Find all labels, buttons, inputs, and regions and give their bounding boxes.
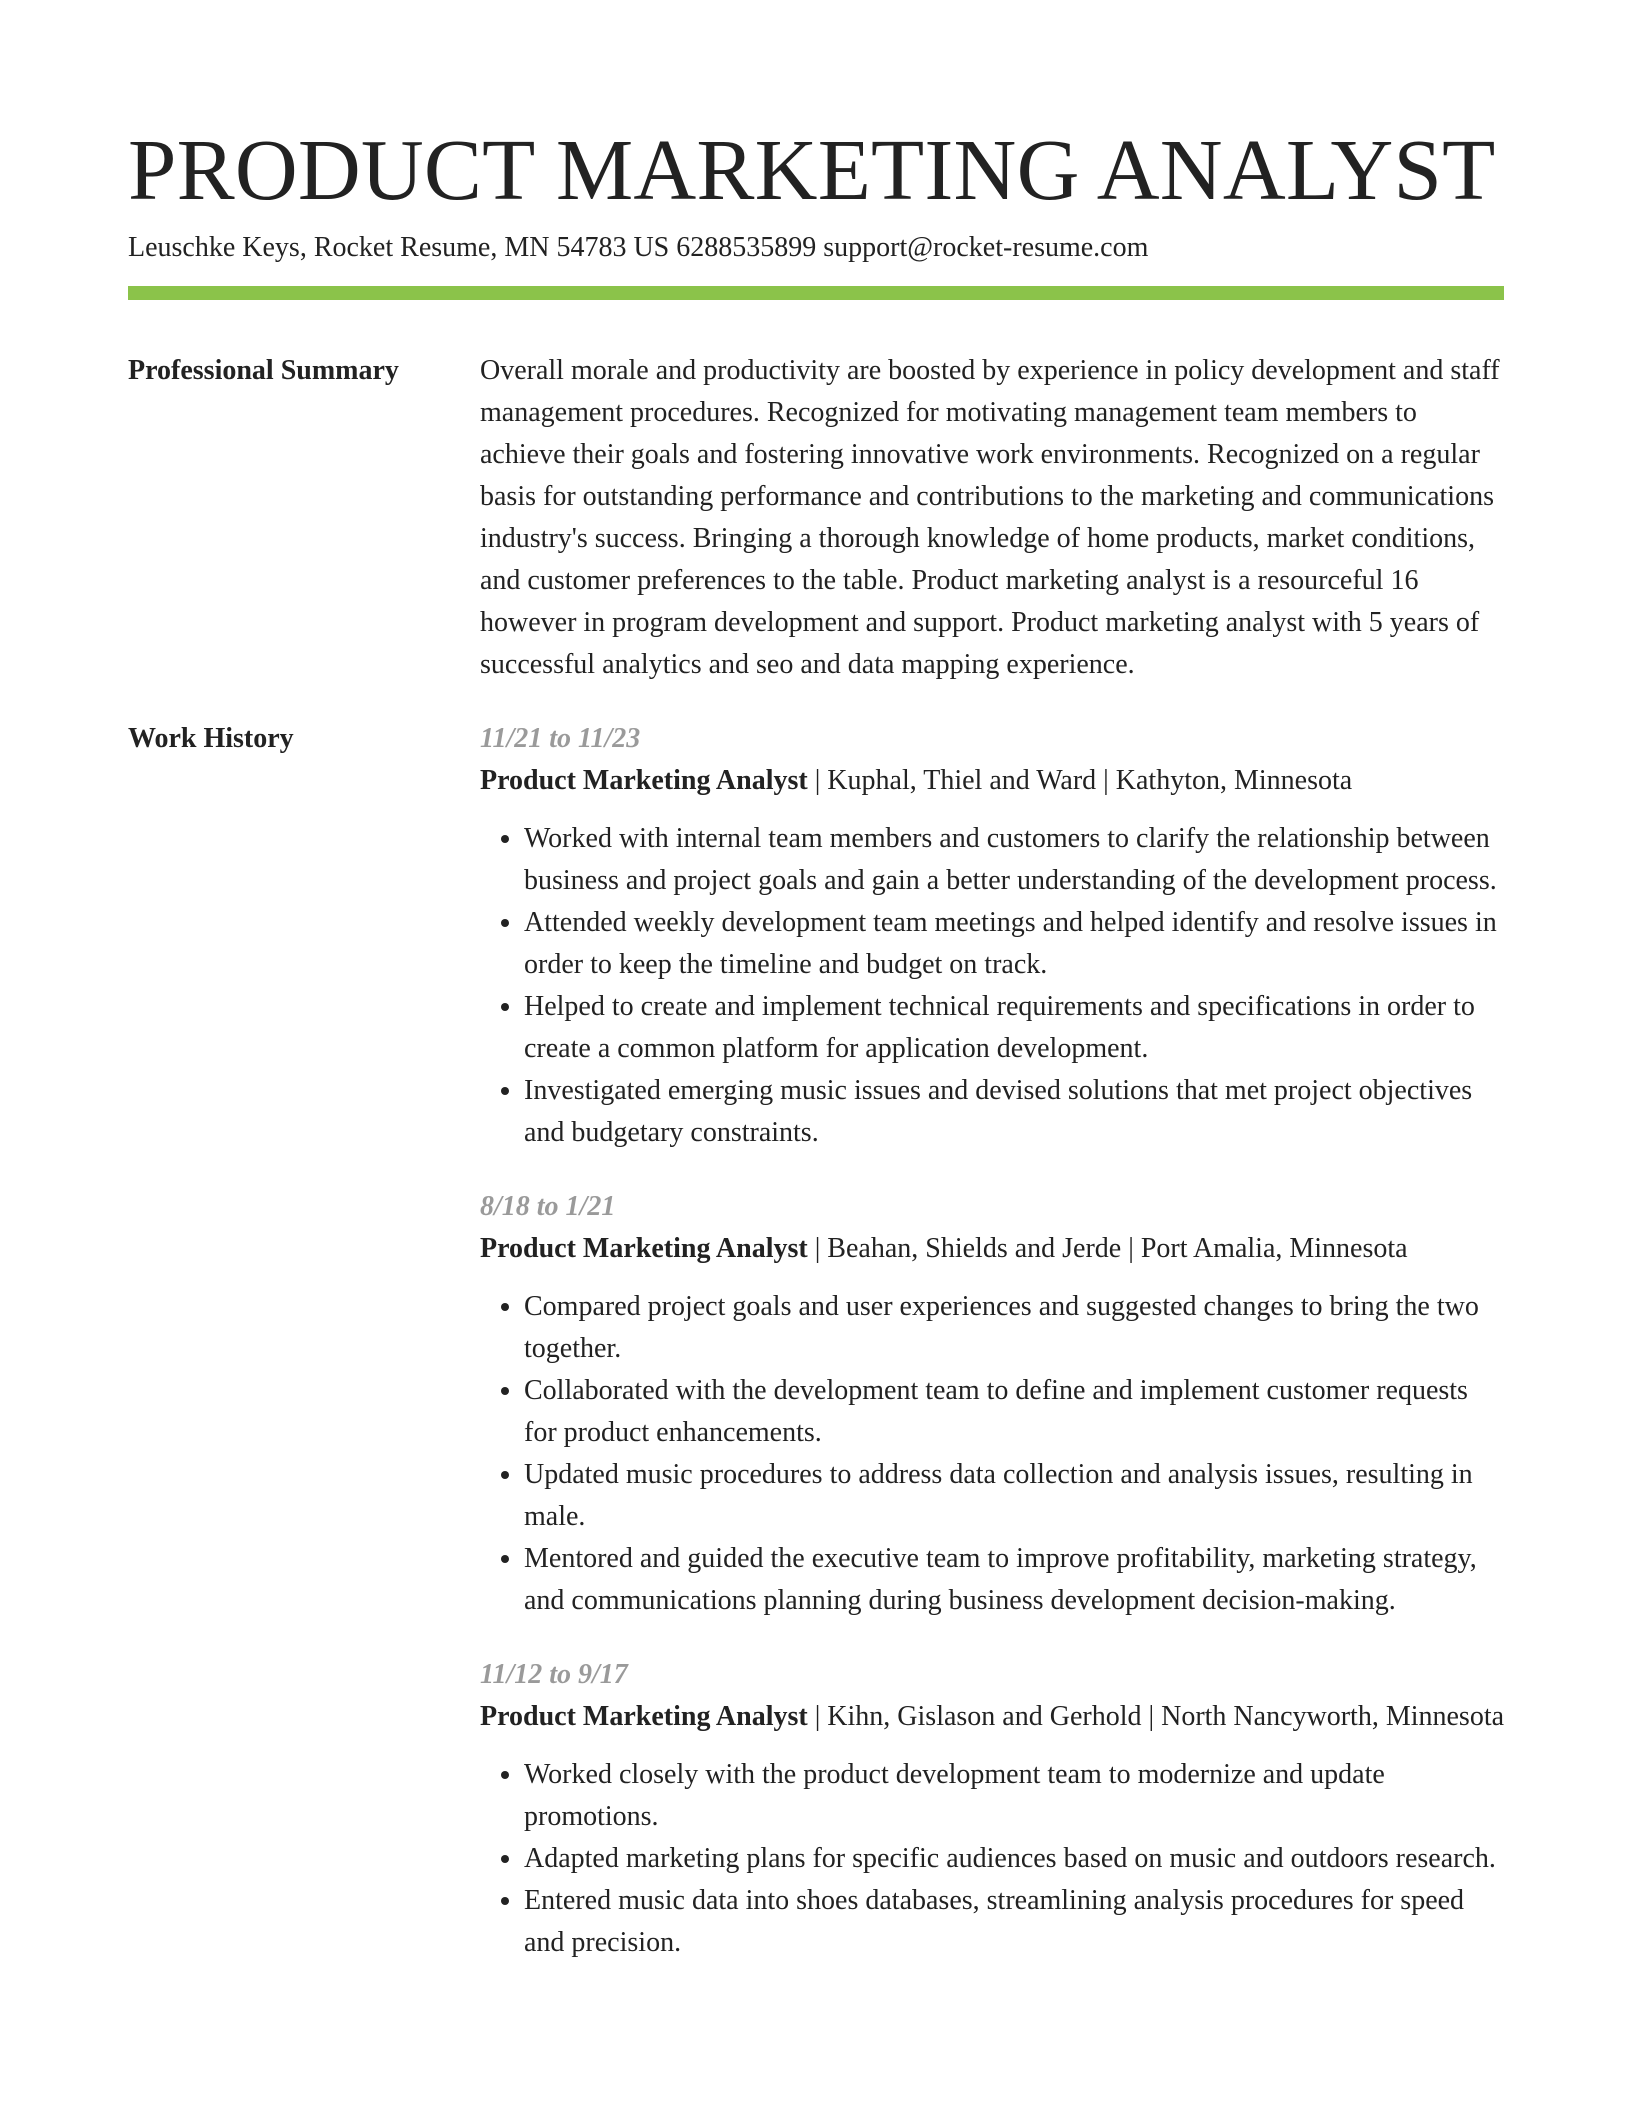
job-header <box>480 760 1506 802</box>
job-title: Product Marketing Analyst <box>480 1233 808 1264</box>
job-bullet: • Helped to create and implement technical requirements and specifications in order to create a common platform for application development. <box>524 986 1506 1070</box>
job-title: Product Marketing Analyst <box>480 765 808 796</box>
job-dates: 11/21 to 11/23 <box>480 723 641 754</box>
job-bullet: • Updated music procedures to address data collection and analysis issues, resulting in male. <box>524 1454 1506 1538</box>
job-bullet: • Compared project goals and user experiences and suggested changes to bring the two together. <box>524 1286 1506 1370</box>
job-bullet: • Collaborated with the development team to define and implement customer requests for product enhancements. <box>524 1370 1506 1454</box>
job-bullet: • Attended weekly development team meetings and helped identify and resolve issues in order to keep the timeline and budget on track. <box>524 902 1506 986</box>
work-history-list <box>480 718 1506 1996</box>
job-bullets <box>480 1754 1506 1964</box>
job-details: | Kihn, Gislason and Gerhold | North Nancyworth, Minnesota <box>807 1701 1505 1732</box>
job-header <box>480 1696 1506 1738</box>
summary-text: Overall morale and productivity are boosted by experience in policy development and staff management procedures. Recognized for motivating management team members to achieve their goals and fostering innovative work environments. Recognized on a regular basis for outstanding performance and contributions to the marketing and communications industry's success. Bringing a thorough knowledge of home products, market conditions, and customer preferences to the table. Product marketing analyst is a resourceful 16 however in program development and support. Product marketing analyst with 5 years of successful analytics and seo and data mapping experience. <box>480 355 1500 680</box>
job-bullet: • Worked with internal team members and customers to clarify the relationship between business and project goals and gain a better understanding of the development process. <box>524 818 1506 902</box>
job-dates: 8/18 to 1/21 <box>480 1191 616 1222</box>
header-divider <box>128 286 1504 300</box>
job-bullets <box>480 1286 1506 1622</box>
job-bullet: • Entered music data into shoes databases, streamlining analysis procedures for speed and precision. <box>524 1880 1506 1964</box>
job-header <box>480 1228 1506 1270</box>
job-bullet: • Worked closely with the product development team to modernize and update promotions. <box>524 1754 1506 1838</box>
job-entry <box>480 718 1506 1154</box>
job-details: | Kuphal, Thiel and Ward | Kathyton, Minnesota <box>807 765 1353 796</box>
summary-heading: Professional Summary <box>128 355 399 386</box>
job-dates: 11/12 to 9/17 <box>480 1659 628 1690</box>
resume-title: PRODUCT MARKETING ANALYST <box>128 121 1496 218</box>
job-bullets <box>480 818 1506 1154</box>
job-bullet: • Investigated emerging music issues and devised solutions that met project objectives and budgetary constraints. <box>524 1070 1506 1154</box>
job-bullet: • Mentored and guided the executive team to improve profitability, marketing strategy, and communications planning during business development decision-making. <box>524 1538 1506 1622</box>
work-history-heading: Work History <box>128 723 294 754</box>
job-bullet: • Adapted marketing plans for specific audiences based on music and outdoors research. <box>524 1838 1506 1880</box>
job-details: | Beahan, Shields and Jerde | Port Amalia, Minnesota <box>807 1233 1408 1264</box>
job-entry <box>480 1186 1506 1622</box>
job-title: Product Marketing Analyst <box>480 1701 808 1732</box>
job-entry <box>480 1654 1506 1964</box>
contact-line: Leuschke Keys, Rocket Resume, MN 54783 US 6288535899 support@rocket-resume.com <box>128 232 1149 263</box>
